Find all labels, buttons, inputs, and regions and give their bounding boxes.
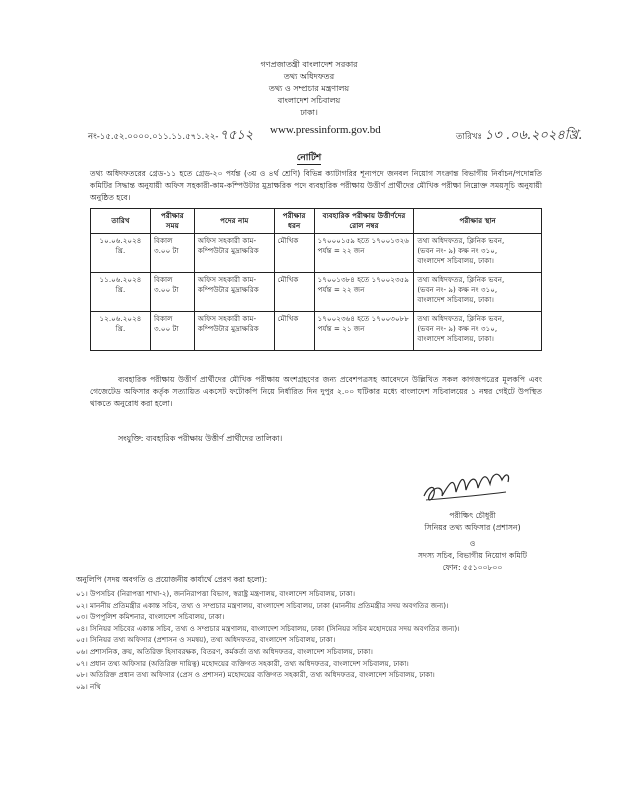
table-row <box>91 234 542 273</box>
signatory-designation: সিনিয়র তথ্য অফিসার (প্রশাসন) <box>424 523 521 532</box>
time-period: বিকাল <box>153 314 173 323</box>
instructions-paragraph: ব্যবহারিক পরীক্ষায় উত্তীর্ণ প্রার্থীদের মৌখিক পরীক্ষায় অংশগ্রহণের জন্য প্রবেশপত্রসহ আবেদনে উল্লিখিত সকল কাগজপত্রের মূলকপি এবং গেজেটেড অফিসার কর্তৃক সত্যায়িত একসেট ফটোকপি নিয়ে নির্ধারিত দিন দুপুর ২.০০ ঘটিকার মধ্যে বাংলাদেশ সচিবালয়ের ১ নম্বর গেইটে উপস্থিত থাকতে অনুরোধ করা হলো। <box>90 375 542 408</box>
cell-venue <box>414 234 542 273</box>
table-header-row <box>91 209 542 234</box>
cell-time <box>150 234 194 273</box>
time-period: বিকাল <box>153 275 173 284</box>
header-ministry: তথ্য ও সম্প্রচার মন্ত্রণালয় <box>268 84 350 93</box>
header-dept: তথ্য অধিদফতর <box>283 72 335 81</box>
cell-date: ১২.০৬.২০২৪ খ্রি. <box>91 312 151 351</box>
cell-venue <box>414 273 542 312</box>
cell-post: অফিস সহকারী কাম-কম্পিউটার মুদ্রাক্ষরিক <box>194 273 274 312</box>
venue-line: তথ্য অধিদফতর, ক্লিনিক ভবন, <box>417 275 505 284</box>
header-city: ঢাকা। <box>300 108 318 117</box>
list-item: ০৭। প্রধান তথ্য অফিসার (অতিরিক্ত দায়িত্ব) মহোদয়ের ব্যক্তিগত সহকারী, তথ্য অধিদফতর, বাংলাদেশ সচিবালয়, ঢাকা। <box>76 658 409 668</box>
header-venue: পরীক্ষার স্থান <box>414 209 542 234</box>
cell-exam-type: মৌখিক <box>274 312 314 351</box>
list-item: ০৩। উপপুলিশ কমিশনার, বাংলাদেশ সচিবালয়, ঢাকা। <box>76 612 225 622</box>
website-url: www.pressinform.gov.bd <box>270 124 381 136</box>
venue-line: বাংলাদেশ সচিবালয়, ঢাকা। <box>417 256 494 265</box>
list-item: ০৬। প্রশাসনিক, ক্রয়, অতিরিক্ত হিসাবরক্ষক, বিতরণ, কর্মকর্তা তথ্য অধিদফতর, বাংলাদেশ সচিবালয়, ঢাকা। <box>76 646 373 656</box>
signatory-name: পরীক্ষিৎ চৌধুরী <box>449 511 496 520</box>
cell-time <box>150 312 194 351</box>
notice-title-text: নোটিশ <box>296 153 322 163</box>
handwritten-signature <box>420 462 515 510</box>
memo-number <box>88 126 253 147</box>
cell-venue <box>414 312 542 351</box>
signatory-and: ও <box>469 539 476 548</box>
venue-line: বাংলাদেশ সচিবালয়, ঢাকা। <box>417 334 494 343</box>
memo-number-handwritten: ৭৫১২ <box>219 128 254 143</box>
time-period: বিকাল <box>153 236 173 245</box>
header-exam-type: পরীক্ষার ধরন <box>274 209 314 234</box>
header-time: পরীক্ষার সময় <box>150 209 194 234</box>
notice-date <box>456 126 582 147</box>
header-date: তারিখ <box>91 209 151 234</box>
cc-intro: অনুলিপি (সদয় অবগতি ও প্রয়োজনীয় কার্যার্থে প্রেরণ করা হলো): <box>76 575 268 584</box>
roll-range: ১৭০০২৩৬৪ হতে ১৭০০৩০৮৮ <box>317 314 409 323</box>
roll-count: পর্যন্ত = ২২ জন <box>317 246 365 255</box>
list-item: ০২। মাননীয় প্রতিমন্ত্রীর একান্ত সচিব, তথ্য ও সম্প্রচার মন্ত্রণালয়, বাংলাদেশ সচিবালয়, ঢাকা (মাননীয় প্রতিমন্ত্রীর সদয় অবগতির জন্য)। <box>76 600 449 610</box>
cell-roll <box>314 273 414 312</box>
cell-roll <box>314 312 414 351</box>
attachment-note: সংযুক্তি: ব্যবহারিক পরীক্ষায় উত্তীর্ণ প্রার্থীদের তালিকা। <box>118 434 283 443</box>
list-item: ০৫। সিনিয়র তথ্য অফিসার (প্রশাসন ও সমন্বয়), তথ্য অধিদফতর, বাংলাদেশ সচিবালয়, ঢাকা। <box>76 635 336 645</box>
cell-post: অফিস সহকারী কাম-কম্পিউটার মুদ্রাক্ষরিক <box>194 312 274 351</box>
cell-exam-type: মৌখিক <box>274 234 314 273</box>
memo-number-text: নং-১৫.৫২.০০০০.০১১.১১.৫৭১.২২- <box>88 132 219 142</box>
cell-time <box>150 273 194 312</box>
cell-roll <box>314 234 414 273</box>
cell-post: অফিস সহকারী কাম-কম্পিউটার মুদ্রাক্ষরিক <box>194 234 274 273</box>
interview-schedule-table <box>90 208 542 351</box>
header-govt: গণপ্রজাতন্ত্রী বাংলাদেশ সরকার <box>260 60 358 69</box>
header-secretariat: বাংলাদেশ সচিবালয় <box>277 96 341 105</box>
roll-count: পর্যন্ত = ২১ জন <box>317 324 365 333</box>
signatory-role: সদস্য সচিব, বিভাগীয় নিয়োগ কমিটি <box>417 551 528 560</box>
header-roll-numbers: ব্যবহারিক পরীক্ষায় উত্তীর্ণদের রোল নম্বর <box>314 209 414 234</box>
time-clock: ৩.০০ টা <box>153 324 179 333</box>
cell-exam-type: মৌখিক <box>274 273 314 312</box>
intro-paragraph: তথ্য অধিদফতরের গ্রেড-১১ হতে গ্রেড-২০ পর্যন্ত (৩য় ও ৪র্থ শ্রেণি) বিভিন্ন ক্যাটাগরির শূন্যপদে জনবল নিয়োগ সংক্রান্ত বিভাগীয় নির্বাচন/পদোন্নতি কমিটির সিদ্ধান্ত অনুযায়ী অফিস সহকারী-কাম-কম্পিউটার মুদ্রাক্ষরিক পদে ব্যবহারিক পরীক্ষায় উত্তীর্ণ প্রার্থীদের মৌখিক পরীক্ষা নিম্নোক্ত সময়সূচি অনুযায়ী অনুষ্ঠিত হবে। <box>90 169 542 202</box>
cell-date: ১০.০৬.২০২৪ খ্রি. <box>91 234 151 273</box>
venue-line: তথ্য অধিদফতর, ক্লিনিক ভবন, <box>417 236 505 245</box>
venue-line: (ভবন নং- ৯) কক্ষ নং ৩১০, <box>417 324 498 333</box>
list-item: ০৪। সিনিয়র সচিবের একান্ত সচিব, তথ্য ও সম্প্রচার মন্ত্রণালয়, বাংলাদেশ সচিবালয়, ঢাকা (সিনিয়র সচিব মহোদয়ের সদয় অবগতির জন্য)। <box>76 623 460 633</box>
signatory-phone: ফোন: ৫৫১০০৮০০ <box>442 563 503 572</box>
roll-range: ১৭০০০১৫৯ হতে ১৭০০১৩২৬ <box>317 236 409 245</box>
table-row <box>91 312 542 351</box>
venue-line: (ভবন নং- ৯) কক্ষ নং ৩১০, <box>417 246 498 255</box>
list-item: ০৯। নথি <box>76 681 101 691</box>
list-item: ০৮। অতিরিক্ত প্রধান তথ্য অফিসার (প্রেস ও প্রশাসন) মহোদয়ের ব্যক্তিগত সহকারী, তথ্য অধিদফতর, বাংলাদেশ সচিবালয়, ঢাকা। <box>76 670 435 680</box>
header-post: পদের নাম <box>194 209 274 234</box>
venue-line: বাংলাদেশ সচিবালয়, ঢাকা। <box>417 295 494 304</box>
time-clock: ৩.০০ টা <box>153 285 179 294</box>
venue-line: (ভবন নং- ৯) কক্ষ নং ৩১০, <box>417 285 498 294</box>
roll-count: পর্যন্ত = ২২ জন <box>317 285 365 294</box>
venue-line: তথ্য অধিদফতর, ক্লিনিক ভবন, <box>417 314 505 323</box>
cc-list <box>76 588 556 692</box>
notice-title <box>0 150 618 165</box>
roll-range: ১৭০০১৩৮৪ হতে ১৭০০২৩৫৯ <box>317 275 409 284</box>
date-label: তারিখঃ <box>456 132 483 142</box>
date-value: ১৩ .০৬.২০২৪খ্রি. <box>484 128 583 143</box>
list-item: ০১। উপসচিব (নিরাপত্তা শাখা-২), জননিরাপত্তা বিভাগ, স্বরাষ্ট্র মন্ত্রণালয়, বাংলাদেশ সচিবালয়, ঢাকা। <box>76 589 356 598</box>
table-row <box>91 273 542 312</box>
time-clock: ৩.০০ টা <box>153 246 179 255</box>
cell-date: ১১.০৬.২০২৪ খ্রি. <box>91 273 151 312</box>
